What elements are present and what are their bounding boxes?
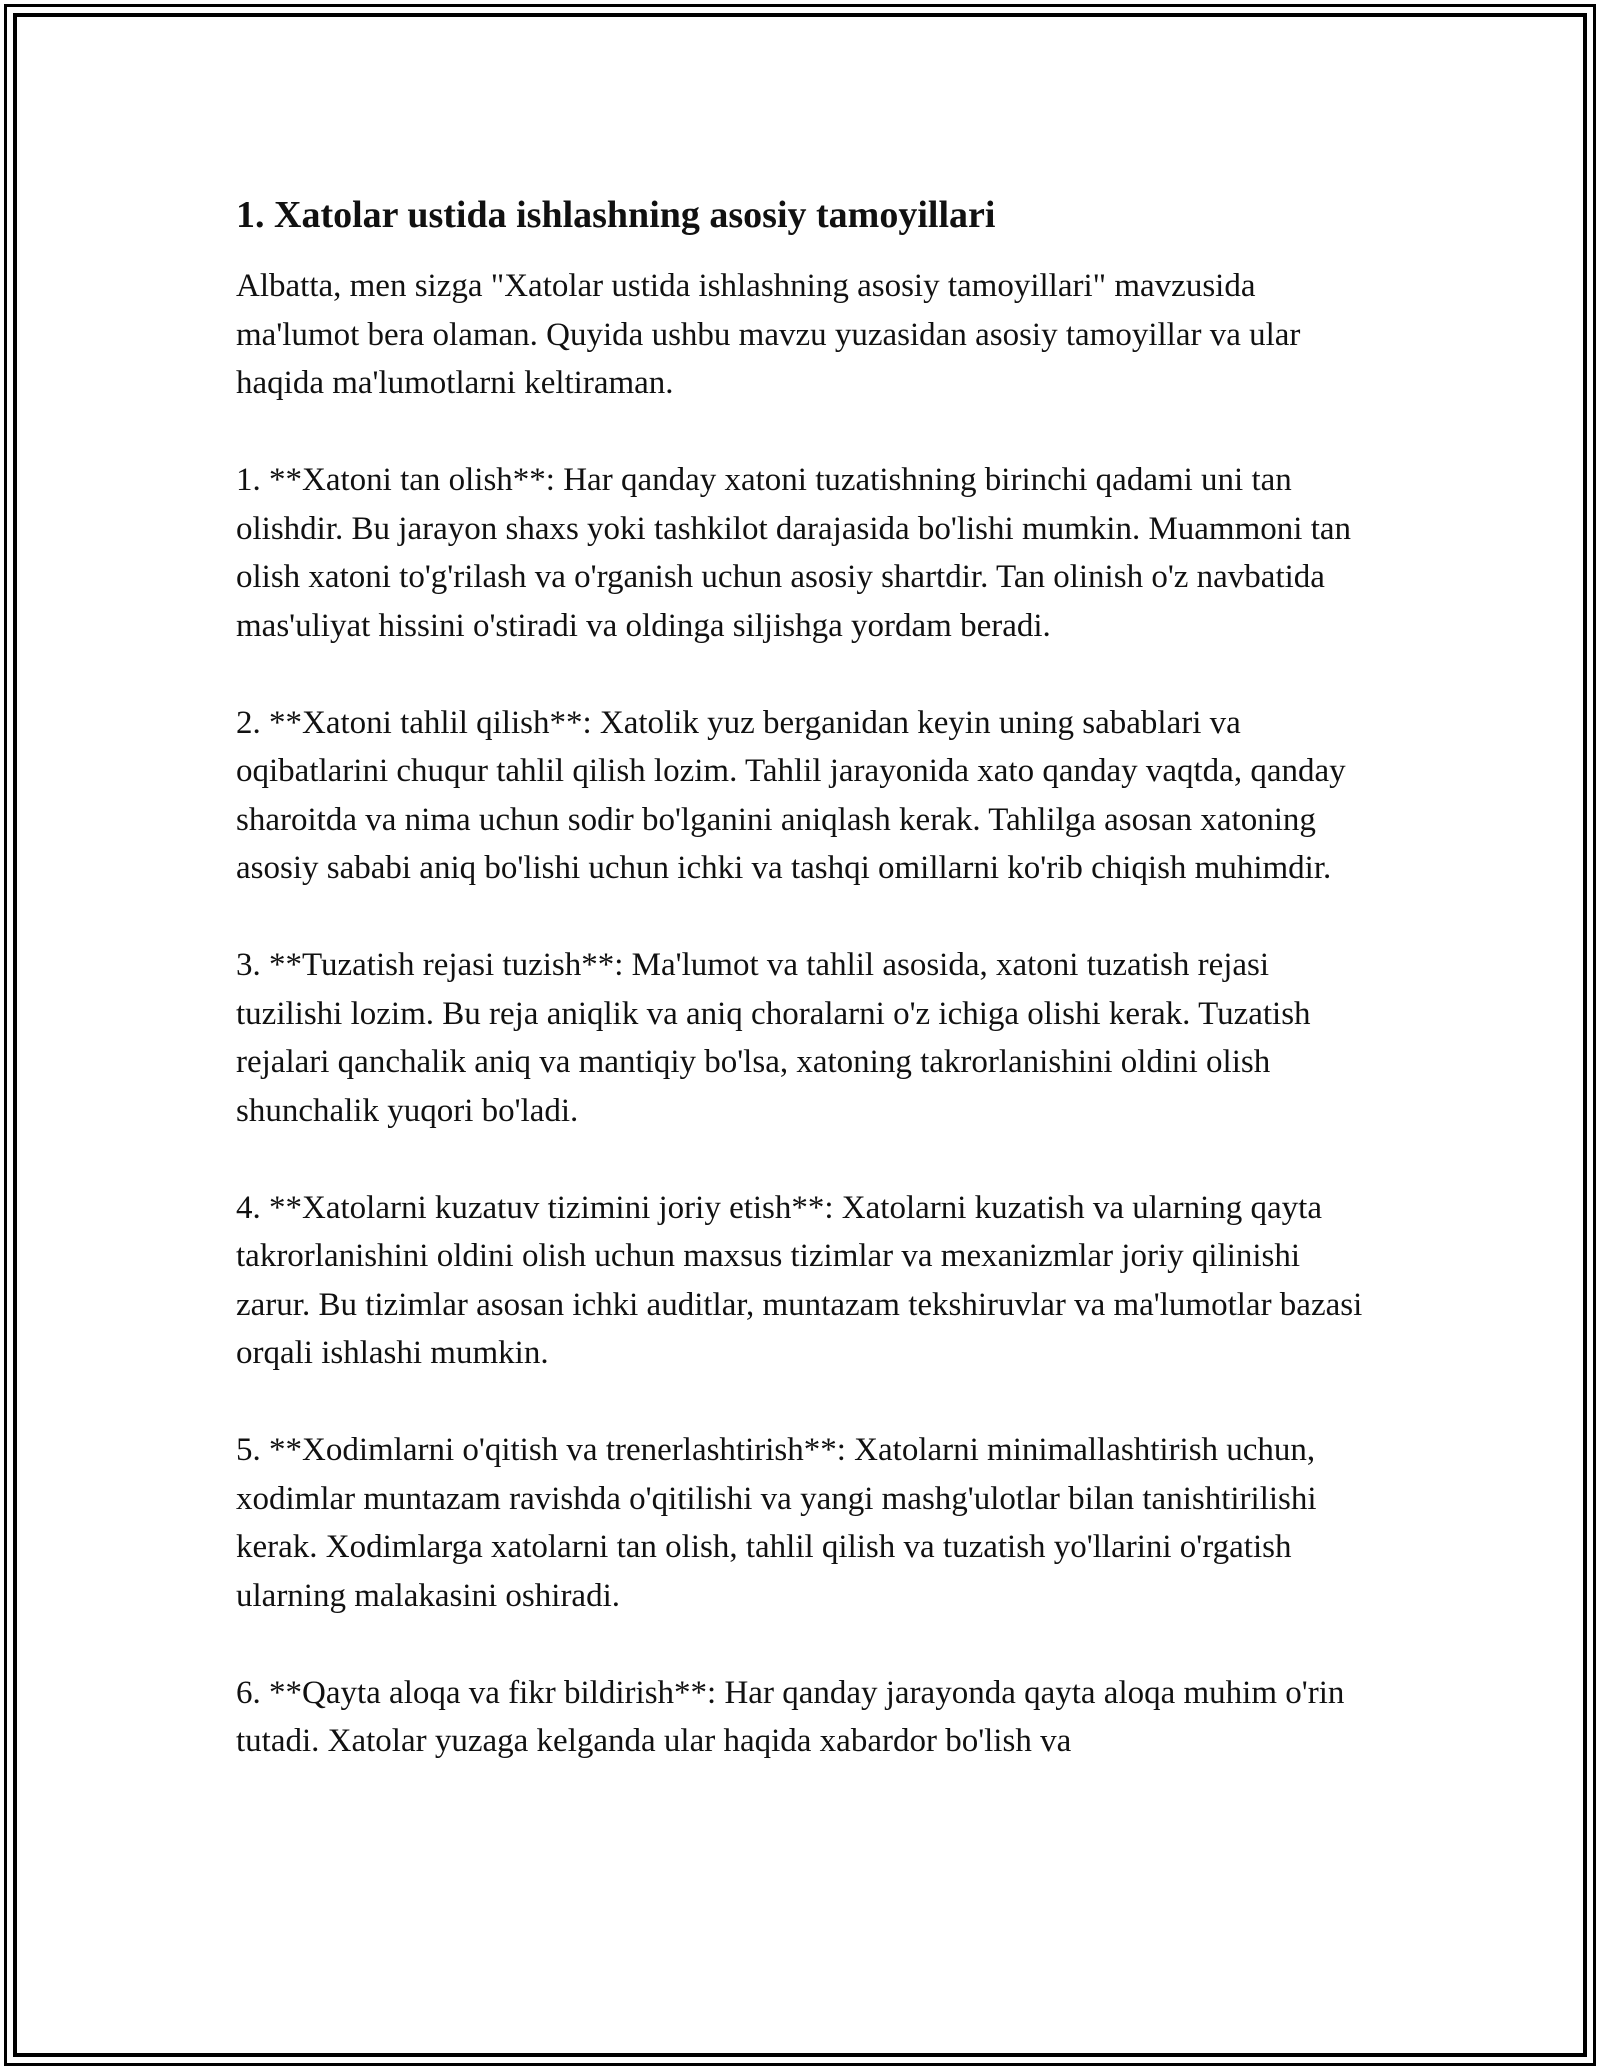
- principle-item-4: 4. **Xatolarni kuzatuv tizimini joriy etish**: Xatolarni kuzatish va ularning qayta takrorlanishini oldini olish uchun maxsus tizimlar va mexanizmlar joriy qilinishi zarur. Bu tizimlar asosan ichki auditlar, muntazam tekshiruvlar va ma'lumotlar bazasi orqali ishlashi mumkin.: [236, 1189, 1363, 1371]
- document-body: [236, 190, 1376, 1766]
- principle-item-6: 6. **Qayta aloqa va fikr bildirish**: Har qanday jarayonda qayta aloqa muhim o'rin tutadi. Xatolar yuzaga kelganda ular haqida xabardor bo'lish va: [236, 1674, 1345, 1759]
- principle-item-2: 2. **Xatoni tahlil qilish**: Xatolik yuz berganidan keyin uning sabablari va oqibatlarini chuqur tahlil qilish lozim. Tahlil jarayonida xato qanday vaqtda, qanday sharoitda va nima uchun sodir bo'lganini aniqlash kerak. Tahlilga asosan xatoning asosiy sababi aniq bo'lishi uchun ichki va tashqi omillarni ko'rib chiqish muhimdir.: [236, 704, 1346, 886]
- document-title: 1. Xatolar ustida ishlashning asosiy tamoyillari: [236, 194, 996, 236]
- principle-item-1: 1. **Xatoni tan olish**: Har qanday xatoni tuzatishning birinchi qadami uni tan olishdir. Bu jarayon shaxs yoki tashkilot darajasida bo'lishi mumkin. Muammoni tan olish xatoni to'g'rilash va o'rganish uchun asosiy shartdir. Tan olinish o'z navbatida mas'uliyat hissini o'stiradi va oldinga siljishga yordam beradi.: [236, 462, 1352, 644]
- intro-paragraph: Albatta, men sizga "Xatolar ustida ishlashning asosiy tamoyillari" mavzusida ma'lumot bera olaman. Quyida ushbu mavzu yuzasidan asosiy tamoyillar va ular haqida ma'lumotlarni keltiraman.: [236, 268, 1301, 401]
- principle-item-5: 5. **Xodimlarni o'qitish va trenerlashtirish**: Xatolarni minimallashtirish uchun, xodimlar muntazam ravishda o'qitilishi va yangi mashg'ulotlar bilan tanishtirilishi kerak. Xodimlarga xatolarni tan olish, tahlil qilish va tuzatish yo'llarini o'rgatish ularning malakasini oshiradi.: [236, 1432, 1317, 1614]
- principle-item-3: 3. **Tuzatish rejasi tuzish**: Ma'lumot va tahlil asosida, xatoni tuzatish rejasi tuzilishi lozim. Bu reja aniqlik va aniq choralarni o'z ichiga olishi kerak. Tuzatish rejalari qanchalik aniq va mantiqiy bo'lsa, xatoning takrorlanishini oldini olish shunchalik yuqori bo'ladi.: [236, 947, 1311, 1129]
